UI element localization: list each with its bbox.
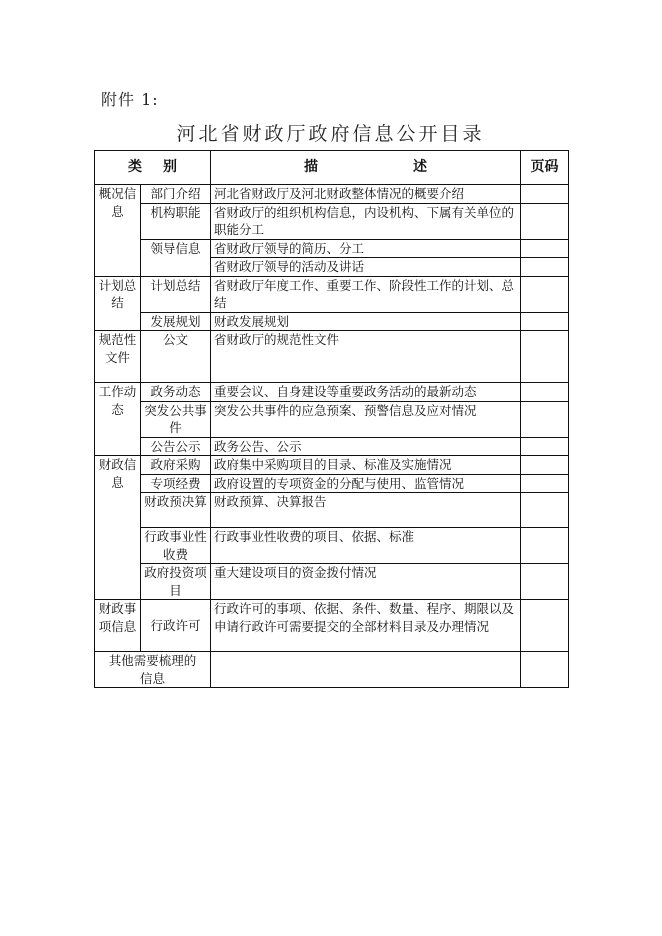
description-cell: 行政事业性收费的项目、依据、标准 bbox=[211, 528, 521, 564]
subcategory-cell: 机构职能 bbox=[141, 203, 211, 239]
page-cell bbox=[521, 528, 569, 564]
header-category bbox=[95, 151, 211, 185]
category-cell: 财政信息 bbox=[95, 456, 141, 600]
header-description bbox=[211, 151, 521, 185]
information-catalog-table bbox=[94, 150, 569, 688]
description-cell: 省财政厅领导的活动及讲话 bbox=[211, 258, 521, 277]
page-cell bbox=[521, 258, 569, 277]
subcategory-cell: 发展规划 bbox=[141, 312, 211, 331]
category-cell: 计划总结 bbox=[95, 276, 141, 331]
table-row bbox=[95, 312, 569, 331]
table-row bbox=[95, 493, 569, 528]
table-row bbox=[95, 528, 569, 564]
description-cell: 重要会议、自身建设等重要政务活动的最新动态 bbox=[211, 383, 521, 402]
subcategory-cell: 政府投资项目 bbox=[141, 564, 211, 600]
page-cell bbox=[521, 456, 569, 475]
subcategory-cell: 突发公共事件 bbox=[141, 401, 211, 437]
description-cell bbox=[211, 652, 521, 688]
page-cell bbox=[521, 564, 569, 600]
category-cell: 其他需要梳理的信息 bbox=[95, 652, 211, 688]
page-cell bbox=[521, 600, 569, 652]
subcategory-cell: 领导信息 bbox=[141, 239, 211, 276]
page-cell bbox=[521, 474, 569, 493]
page-cell bbox=[521, 383, 569, 402]
page-cell bbox=[521, 239, 569, 258]
attachment-label: 附件 1: bbox=[101, 90, 159, 109]
page-cell bbox=[521, 652, 569, 688]
page-cell bbox=[521, 493, 569, 528]
page-cell bbox=[521, 401, 569, 437]
category-cell: 工作动态 bbox=[95, 383, 141, 456]
table-row bbox=[95, 239, 569, 258]
table-row bbox=[95, 203, 569, 239]
table-row bbox=[95, 564, 569, 600]
page-cell bbox=[521, 185, 569, 204]
subcategory-cell: 行政许可 bbox=[141, 600, 211, 652]
description-cell: 财政预算、决算报告 bbox=[211, 493, 521, 528]
document-title: 河北省财政厅政府信息公开目录 bbox=[176, 123, 485, 145]
category-cell: 规范性文件 bbox=[95, 331, 141, 383]
header-category-char-1: 类 bbox=[128, 158, 142, 175]
page-cell bbox=[521, 437, 569, 456]
table-row bbox=[95, 383, 569, 402]
description-cell: 政府集中采购项目的目录、标准及实施情况 bbox=[211, 456, 521, 475]
subcategory-cell: 政务动态 bbox=[141, 383, 211, 402]
table-row bbox=[95, 401, 569, 437]
description-cell: 重大建设项目的资金拨付情况 bbox=[211, 564, 521, 600]
page-cell bbox=[521, 312, 569, 331]
subcategory-cell: 部门介绍 bbox=[141, 185, 211, 204]
subcategory-cell: 财政预决算 bbox=[141, 493, 211, 528]
description-cell: 政府设置的专项资金的分配与使用、监管情况 bbox=[211, 474, 521, 493]
table-row bbox=[95, 331, 569, 383]
header-description-char-2: 述 bbox=[413, 158, 427, 175]
header-description-char-1: 描 bbox=[304, 158, 318, 175]
header-page: 页码 bbox=[521, 151, 569, 185]
subcategory-cell: 公文 bbox=[141, 331, 211, 383]
description-cell: 河北省财政厅及河北财政整体情况的概要介绍 bbox=[211, 185, 521, 204]
description-cell: 省财政厅领导的简历、分工 bbox=[211, 239, 521, 258]
description-cell: 省财政厅年度工作、重要工作、阶段性工作的计划、总结 bbox=[211, 276, 521, 312]
table-row bbox=[95, 456, 569, 475]
table-row bbox=[95, 437, 569, 456]
category-cell: 财政事项信息 bbox=[95, 600, 141, 652]
description-cell: 省财政厅的组织机构信息，内设机构、下属有关单位的职能分工 bbox=[211, 203, 521, 239]
table-row bbox=[95, 185, 569, 204]
subcategory-cell: 专项经费 bbox=[141, 474, 211, 493]
page-cell bbox=[521, 331, 569, 383]
subcategory-cell: 政府采购 bbox=[141, 456, 211, 475]
category-cell: 概况信息 bbox=[95, 185, 141, 277]
table-row bbox=[95, 652, 569, 688]
table-header-row bbox=[95, 151, 569, 185]
table-row bbox=[95, 600, 569, 652]
description-cell: 省财政厅的规范性文件 bbox=[211, 331, 521, 383]
table-row bbox=[95, 276, 569, 312]
description-cell: 财政发展规划 bbox=[211, 312, 521, 331]
subcategory-cell: 计划总结 bbox=[141, 276, 211, 312]
subcategory-cell: 公告公示 bbox=[141, 437, 211, 456]
subcategory-cell: 行政事业性收费 bbox=[141, 528, 211, 564]
page-cell bbox=[521, 203, 569, 239]
header-category-char-2: 别 bbox=[163, 158, 177, 175]
description-cell: 行政许可的事项、依据、条件、数量、程序、期限以及申请行政许可需要提交的全部材料目录及办理情况 bbox=[211, 600, 521, 652]
description-cell: 政务公告、公示 bbox=[211, 437, 521, 456]
description-cell: 突发公共事件的应急预案、预警信息及应对情况 bbox=[211, 401, 521, 437]
table-row bbox=[95, 474, 569, 493]
page-cell bbox=[521, 276, 569, 312]
